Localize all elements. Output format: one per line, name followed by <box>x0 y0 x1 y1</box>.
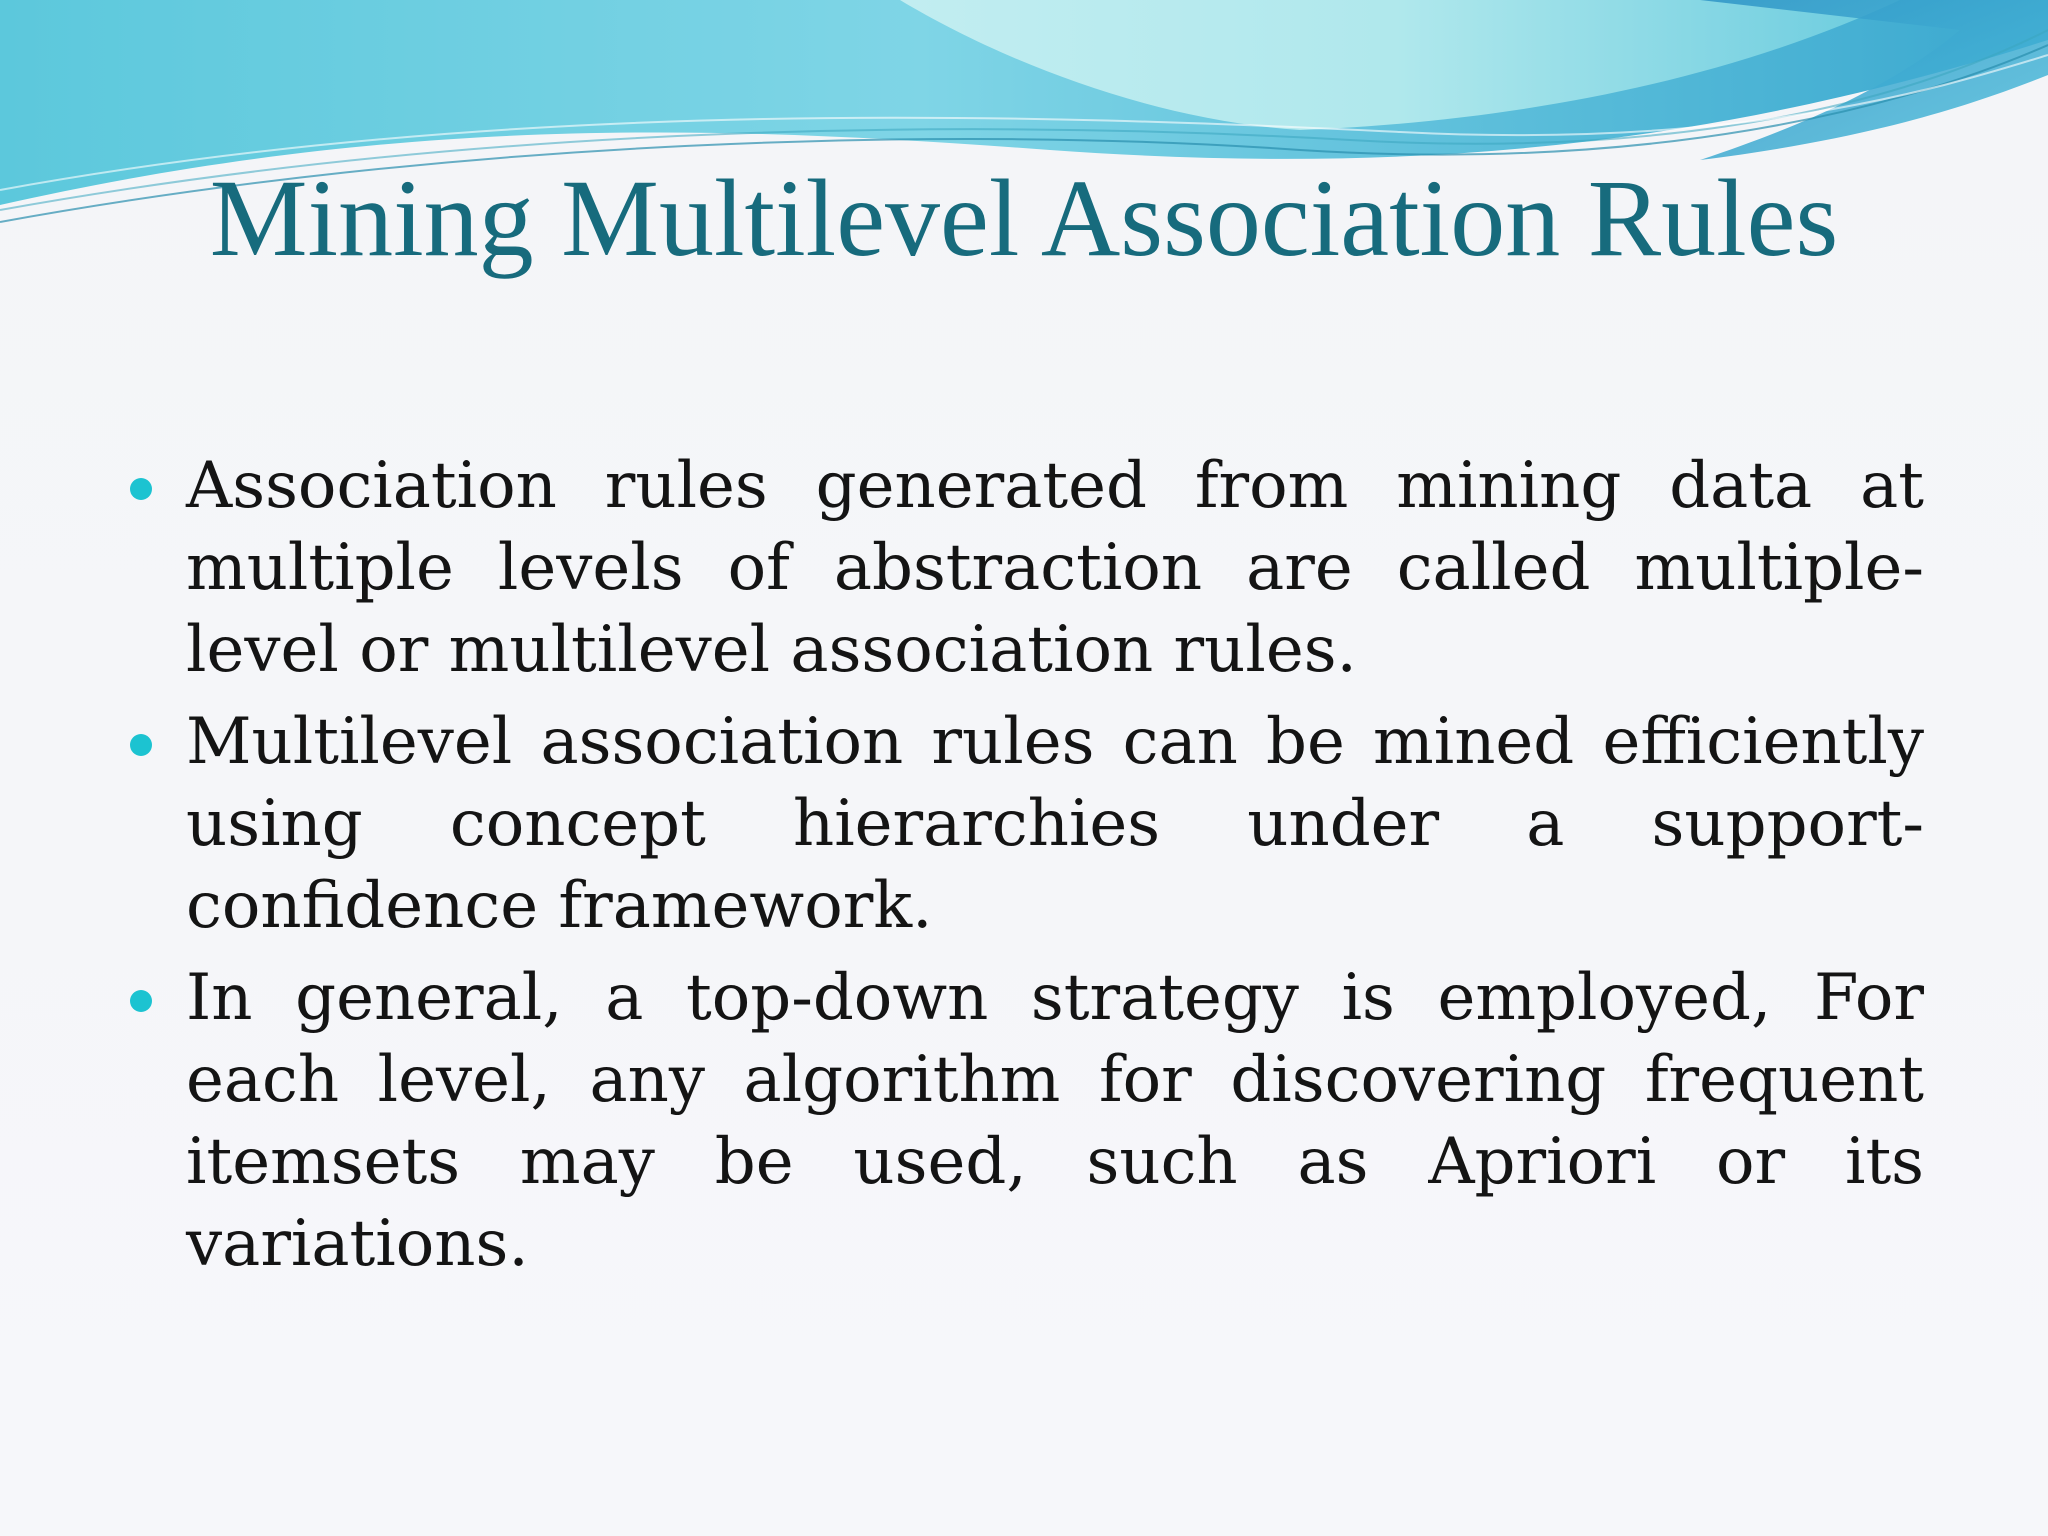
bullet-text: Association rules generated from mining data at multiple levels of abstraction are called multiple-level or multilevel association rules. <box>186 449 1924 687</box>
bullet-text: Multilevel association rules can be mined efficiently using concept hierarchies under a support-confidence framework. <box>186 705 1924 943</box>
list-item <box>124 957 1924 1285</box>
bullet-dot-icon <box>130 734 152 756</box>
slide-title: Mining Multilevel Association Rules <box>209 157 1839 279</box>
bullet-dot-icon <box>130 990 152 1012</box>
bullet-dot-icon <box>130 478 152 500</box>
bullet-text: In general, a top-down strategy is employed, For each level, any algorithm for discovering frequent itemsets may be used, such as Apriori or its variations. <box>186 961 1924 1281</box>
list-item <box>124 701 1924 947</box>
bullet-list <box>124 445 1924 1295</box>
list-item <box>124 445 1924 691</box>
